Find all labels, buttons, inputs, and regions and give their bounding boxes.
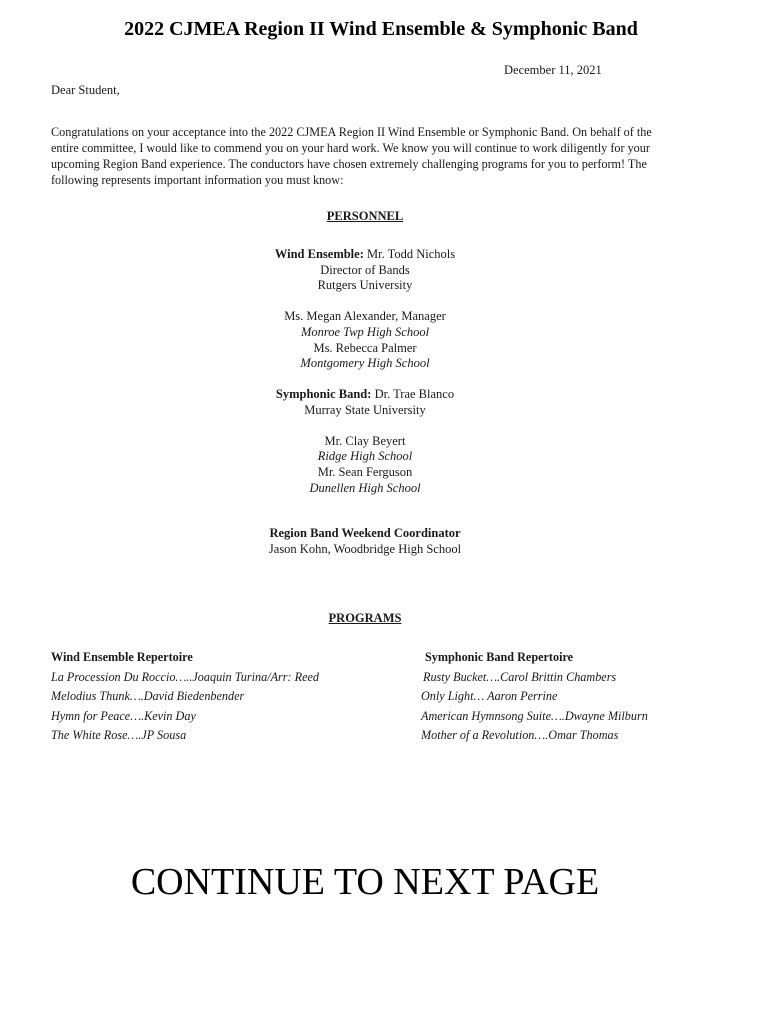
wind-ensemble-repertoire bbox=[51, 650, 319, 748]
symphonic-band-manager-2: Mr. Sean Ferguson bbox=[317, 464, 413, 479]
repertoire-item: The White Rose….JP Sousa bbox=[51, 728, 187, 742]
symphonic-band-label: Symphonic Band: bbox=[275, 387, 372, 401]
repertoire-item: Melodius Thunk….David Biedenbender bbox=[51, 689, 245, 703]
repertoire-item: Hymn for Peace….Kevin Day bbox=[51, 708, 196, 723]
symphonic-band-manager-1-school: Ridge High School bbox=[317, 449, 413, 464]
wind-ensemble-manager-1: Ms. Megan Alexander, Manager bbox=[284, 309, 446, 324]
intro-line: Congratulations on your acceptance into the 2022 CJMEA Region II Wind Ensemble or Symphonic Band. On behalf of the bbox=[51, 125, 652, 139]
wind-ensemble-manager-2-school: Montgomery High School bbox=[300, 356, 430, 371]
symphonic-band-manager-1: Mr. Clay Beyert bbox=[324, 433, 406, 448]
personnel-heading: PERSONNEL bbox=[326, 209, 404, 223]
symphonic-band-institution: Murray State University bbox=[304, 402, 426, 417]
coordinator-name: Jason Kohn, Woodbridge High School bbox=[268, 541, 462, 556]
intro-line: entire committee, I would like to commend you on your hard work. We know you will continue to work diligently for your bbox=[51, 141, 650, 155]
wind-ensemble-label: Wind Ensemble: bbox=[274, 247, 364, 261]
wind-ensemble-manager-2: Ms. Rebecca Palmer bbox=[313, 340, 417, 355]
symphonic-band-conductor: Dr. Trae Blanco bbox=[374, 387, 455, 401]
intro-line: upcoming Region Band experience. The conductors have chosen extremely challenging programs for you to perform! The bbox=[51, 157, 647, 171]
repertoire-item: La Procession Du Roccio…..Joaquin Turina/Arr: Reed bbox=[51, 669, 319, 684]
coordinator-label: Region Band Weekend Coordinator bbox=[269, 526, 461, 540]
wind-ensemble-personnel bbox=[0, 247, 730, 372]
intro-paragraph bbox=[51, 124, 679, 188]
programs-heading: PROGRAMS bbox=[328, 611, 402, 625]
symphonic-band-repertoire bbox=[421, 650, 648, 748]
intro-line: following represents important information you must know: bbox=[51, 173, 344, 187]
wind-ensemble-repertoire-heading: Wind Ensemble Repertoire bbox=[51, 650, 193, 664]
symphonic-band-repertoire-heading: Symphonic Band Repertoire bbox=[425, 650, 574, 664]
page-title: 2022 CJMEA Region II Wind Ensemble & Symphonic Band bbox=[124, 18, 638, 40]
symphonic-band-manager-2-school: Dunellen High School bbox=[309, 480, 421, 495]
letter-date: December 11, 2021 bbox=[504, 63, 602, 77]
repertoire-item: American Hymnsong Suite….Dwayne Milburn bbox=[421, 708, 648, 723]
repertoire-item: Only Light… Aaron Perrine bbox=[421, 689, 558, 703]
coordinator-block bbox=[0, 526, 730, 557]
repertoire-item: Rusty Bucket….Carol Brittin Chambers bbox=[423, 669, 617, 684]
wind-ensemble-conductor: Mr. Todd Nichols bbox=[367, 247, 456, 261]
wind-ensemble-conductor-line bbox=[0, 247, 730, 263]
symphonic-band-personnel bbox=[0, 387, 730, 496]
continue-notice: CONTINUE TO NEXT PAGE bbox=[130, 861, 600, 903]
wind-ensemble-manager-1-school: Monroe Twp High School bbox=[300, 324, 430, 339]
salutation: Dear Student, bbox=[51, 83, 120, 97]
repertoire-item: Mother of a Revolution….Omar Thomas bbox=[421, 728, 619, 742]
wind-ensemble-institution: Rutgers University bbox=[317, 278, 413, 293]
wind-ensemble-conductor-title: Director of Bands bbox=[320, 262, 410, 277]
symphonic-band-conductor-line bbox=[0, 387, 730, 403]
